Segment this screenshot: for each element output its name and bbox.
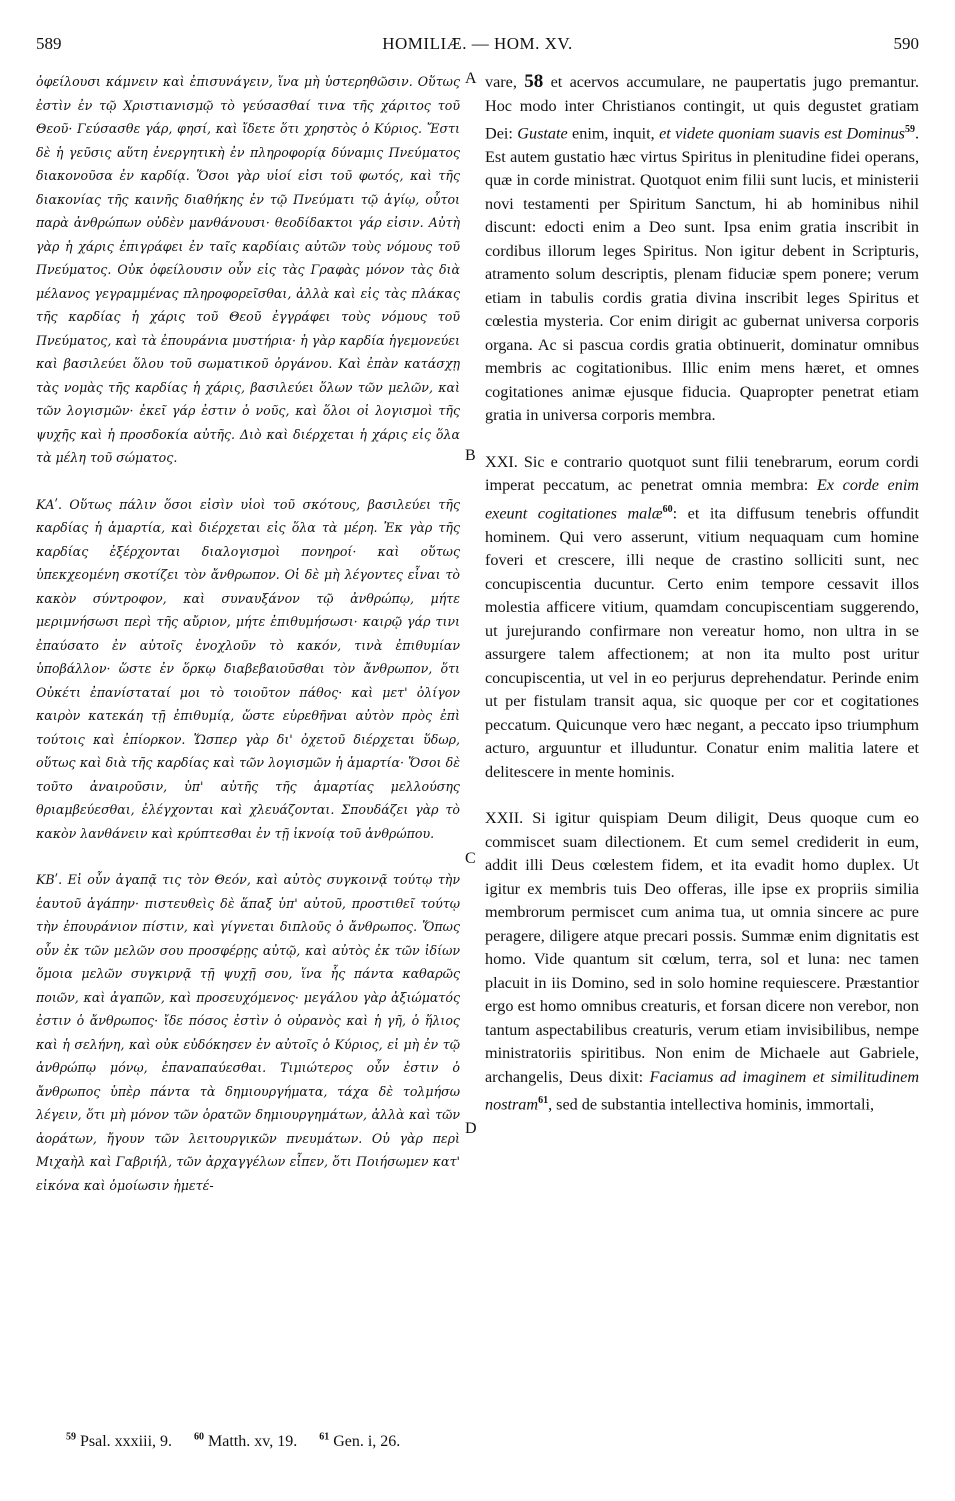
footnotes: [66, 1432, 418, 1451]
latin-paragraph: [485, 70, 919, 428]
margin-letter-c: C: [465, 850, 476, 867]
latin-quote: Gustate: [517, 124, 568, 143]
latin-text: , sed de substantia intellectiva hominis, immortali,: [548, 1095, 875, 1114]
running-header: [36, 34, 919, 58]
greek-paragraph: ὀφείλουσι κάμνειν καὶ ἐπισυνάγειν, ἵνα μὴ ὑστερηθῶσιν. Οὕτως ἐστὶν ἐν τῷ Χριστιανισμῷ τὸ γεύσασθαί τινα τῆς χάριτος τοῦ Θεοῦ· Γεύσασθε γάρ, φησί, καὶ ἴδετε ὅτι χρηστὸς ὁ Κύριος. Ἔστι δὲ ἡ γεῦσις αὕτη ἐνεργητικὴ ἐν πληροφορίᾳ δύναμις Πνεύματος διακονοῦσα ἐν καρδίᾳ. Ὅσοι γὰρ υἱοί εἰσι τοῦ φωτός, καὶ τῆς διακονίας τῆς καινῆς διαθήκης ἐν τῷ Πνεύματι τῷ ἁγίῳ, οὗτοι παρὰ ἀνθρώπων οὐδὲν μανθάνουσι· θεοδίδακτοι γάρ εἰσιν. Αὐτὴ γὰρ ἡ χάρις ἐπιγράφει ἐν ταῖς καρδίαις αὐτῶν τοὺς νόμους τοῦ Πνεύματος. Οὐκ ὀφείλουσιν οὖν εἰς τὰς Γραφὰς μόνον τὰς διὰ μέλανος γεγραμμένας πληροφορεῖσθαι, ἀλλὰ καὶ εἰς τὰς πλάκας τῆς καρδίας ἡ χάρις τοῦ Θεοῦ ἐγγράφει τοὺς νόμους τοῦ Πνεύματος, καὶ τὰ ἐπουράνια μυστήρια· ἡ γὰρ καρδία ἡγεμονεύει καὶ βασιλεύει ὅλου τοῦ σωματικοῦ ὀργάνου. Καὶ ἐπὰν κατάσχῃ τὰς νομὰς τῆς καρδίας ἡ χάρις, βασιλεύει ὅλων τῶν μελῶν, καὶ τῶν λογισμῶν· ἐκεῖ γάρ ἐστιν ὁ νοῦς, καὶ ὅλοι οἱ λογισμοὶ τῆς ψυχῆς καὶ ἡ προσδοκία αὐτῆς. Διὸ καὶ διέρχεται ἡ χάρις εἰς ὅλα τὰ μέλη τοῦ σώματος.: [36, 74, 460, 465]
greek-paragraph: ΚΒʹ. Εἰ οὖν ἀγαπᾷ τις τὸν Θεόν, καὶ αὐτὸς συγκοινᾷ τούτῳ τὴν ἑαυτοῦ ἀγάπην· πιστευθεὶς δὲ ἅπαξ ὑπ' αὐτοῦ, προστιθεῖ τούτῳ τὴν ἐπουράνιον πίστιν, καὶ γίγνεται διπλοῦς ὁ ἄνθρωπος. Ὅπως οὖν ἐκ τῶν μελῶν σου προσφέρῃς αὐτῷ, καὶ αὐτὸς ἐκ τῶν ἰδίων ὅμοια μελῶν συγκιρνᾷ τῇ ψυχῇ σου, ἵνα ἧς πάντα καθαρῶς ποιῶν, καὶ ἀγαπῶν, καὶ προσευχόμενος· μεγάλου γὰρ ἀξιώματός ἐστιν ὁ ἄνθρωπος· ἴδε πόσος ἐστὶν ὁ οὐρανὸς καὶ ἡ γῆ, ὁ ἥλιος καὶ ἡ σελήνη, καὶ οὐκ εὐδόκησεν ἐν αὐτοῖς ὁ Κύριος, εἰ μὴ ἐν τῷ ἀνθρώπῳ μόνῳ, ἐπαναπαύεσθαι. Τιμιώτερος οὖν ἐστιν ὁ ἄνθρωπος ὑπὲρ πάντα τὰ δημιουργήματα, τάχα δὲ τολμήσω λέγειν, ὅτι μὴ μόνον τῶν ὁρατῶν δημιουργημάτων, ἀλλὰ καὶ τῶν ἀοράτων, ἤγουν τῶν λειτουργικῶν πνευμάτων. Οὐ γὰρ περὶ Μιχαὴλ καὶ Γαβριήλ, τῶν ἀρχαγγέλων εἶπεν, ὅτι Ποιήσωμεν κατ' εἰκόνα καὶ ὁμοίωσιν ἡμετέ-: [36, 872, 460, 1193]
latin-text: enim, inquit,: [572, 124, 655, 143]
footnote-number: 61: [319, 1432, 330, 1443]
latin-column: [485, 70, 919, 1117]
footnote-number: 59: [66, 1432, 76, 1443]
greek-paragraph: ΚΑʹ. Οὕτως πάλιν ὅσοι εἰσὶν υἱοὶ τοῦ σκότους, βασιλεύει τῆς καρδίας ἡ ἁμαρτία, καὶ διέρχεται εἰς ὅλα τὰ μέρη. Ἐκ γὰρ τῆς καρδίας ἐξέρχονται διαλογισμοὶ πονηροί· καὶ οὕτως ὑπεκχεομένη σκοτίζει τὸν ἄνθρωπον. Οἱ δὲ μὴ λέγοντες εἶναι τὸ κακὸν σύντροφον, καὶ συναυξάνον τῷ ἀνθρώπῳ, μήτε μεριμνήσωσι περὶ τῆς αὔριον, μήτε ἐπιθυμήσωσι· καιρῷ γάρ τινι ἐπαύσατο ἐν αὐτοῖς ἐνοχλοῦν τὸ κακόν, τινὰ ἐπιθυμίαν ὑποβάλλον· ὥστε ἐν ὅρκῳ διαβεβαιοῦσθαι τὸν ἄνθρωπον, ὅτι Οὐκέτι ἐπανίσταταί μοι τὸ τοιοῦτον πάθος· καὶ μετ' ὀλίγον καιρὸν κατεκάη τῇ ἐπιθυμίᾳ, ὥστε εὑρεθῆναι αὐτὸν πρὸς ἐπὶ τούτοις καὶ ἐπίορκον. Ὥσπερ γὰρ δι' ὀχετοῦ διέρχεται ὕδωρ, οὕτως καὶ διὰ τῆς καρδίας καὶ τῶν λογισμῶν ἡ ἁμαρτία· Ὅσοι δὲ τοῦτο ἀναιροῦσιν, ὑπ' αὐτῆς τῆς ἁμαρτίας μελλούσης θριαμβεύεσθαι, ἐλέγχονται καὶ χλευάζονται. Σπουδάζει γὰρ τὸ κακὸν λανθάνειν καὶ κρύπτεσθαι ἐν τῇ ἰκνοίᾳ τοῦ ἀνθρώπου.: [36, 496, 460, 841]
footnote-text: Matth. xv, 19.: [208, 1433, 298, 1451]
footnote-marker: 59: [904, 124, 915, 135]
footnote: [66, 1433, 176, 1450]
margin-letter-d: D: [465, 1120, 477, 1137]
greek-column: [36, 70, 460, 1197]
latin-text: : et ita diffusum tenebris offundit hominem. Qui vero asserunt, vitium nequaquam cum homine foveri et crescere, illi neque de crastino solliciti sunt, nec concupiscentia ducuntur. Certo enim tempore cessavit illos molestia afficere vitium, quamdam concupiscentiam suggerendo, ut jurejurando confirmare non vereatur homo, non ultra in se assurgere talem affectionem; at non ita multo post uritur concupiscentia, ut vel in eo perjurus deprehendatur. Perinde enim ut per fistulam transit aqua, sic quoque per cor et cogitationes peccatum. Quicunque vero hæc negant, a peccato ipso triumphum acturo, arguuntur et illuduntur. Conatur enim malitia latere et delitescere in mente hominis.: [485, 504, 919, 781]
running-title: HOMILIÆ. — HOM. XV.: [382, 34, 573, 53]
latin-text: et acervos accumulare, ne paupertatis jugo premantur. Hoc modo inter Christianos contingit, ut quis degustet gratiam Dei:: [485, 73, 919, 143]
footnote-number: 60: [194, 1432, 205, 1443]
footnote-text: Gen. i, 26.: [333, 1433, 401, 1451]
latin-paragraph: [485, 451, 919, 784]
latin-text: XXI. Sic e contrario quotquot sunt filii tenebrarum, eorum cordi imperat peccatum, ac penetrat omnia membra:: [485, 452, 919, 495]
footnote-marker: 60: [662, 503, 673, 515]
margin-letter-a: A: [465, 70, 477, 87]
footnote-text: Psal. xxxiii, 9.: [80, 1433, 173, 1451]
latin-quote: Ex corde enim exeunt cogitationes malæ: [485, 476, 920, 523]
latin-text: XXII. Si igitur quispiam Deum diligit, Deus quoque cum eo commiscet suam dilectionem. Et cum semel crediderit in eum, addit illi Deus cœlestem fidem, et ita evadit homo duplex. Ut igitur ex membris tuis Deo offeras, ille ipse ex propriis similia membrorum permiscet cum anima tua, ut omnia sincere ac pure peragere, diligere atque precari possis. Summæ enim dignitatis est homo. Vide quantum sit cœlum, terra, sol et luna: nec tamen placuit in iis Domino, sed in solo homine requiescere. Præstantior ergo est homo omnibus creaturis, et forsan dicere non verebor, non tantum aspectabilibus creaturis, verum etiam invisibilibus, nempe ministratoriis spiritibus. Non enim de Michaele aut Gabriele, archangelis, Deus dixit:: [485, 809, 919, 1086]
footnote: [319, 1433, 400, 1450]
latin-paragraph: [485, 807, 919, 1117]
page-number-right: 590: [893, 34, 919, 53]
page-number-left: 589: [36, 34, 62, 53]
latin-text: . Est autem gustatio hæc virtus Spiritus in plenitudine fidei operans, quæ in corde ministrat. Quotquot enim filii sunt lucis, et ministerii novi testamenti per Spiritum Sanctum, hi ab hominibus nihil discunt: edocti enim a Deo sunt. Ipsa enim gratia inscribit in cordibus illorum leges Spiritus. Non igitur debent in Scripturis, atramento solum descriptis, plenam fiduciæ spem ponere; verum etiam in tabulis cordis gratia divina inscribit leges Spiritus et cœlestia mysteria. Cor enim dirigit ac gubernat universa corporis organa. Ac si pascua cordis gratia obtinuerit, dominatur omnibus membris ac cogitationibus. Illic enim mens hæret, et omnes cogitationes animæ ejusque fiducia. Quapropter penetrat etiam gratia in universa corporis membra.: [485, 124, 920, 425]
latin-text: vare,: [485, 73, 517, 91]
footnote-marker: 61: [538, 1095, 549, 1107]
latin-quote: Faciamus ad imaginem et similitudinem nostram: [485, 1067, 920, 1114]
footnote: [194, 1433, 301, 1450]
column-number: 58: [524, 71, 544, 92]
margin-letter-b: B: [465, 447, 476, 464]
latin-quote: et videte quoniam suavis est Dominus: [659, 124, 905, 143]
